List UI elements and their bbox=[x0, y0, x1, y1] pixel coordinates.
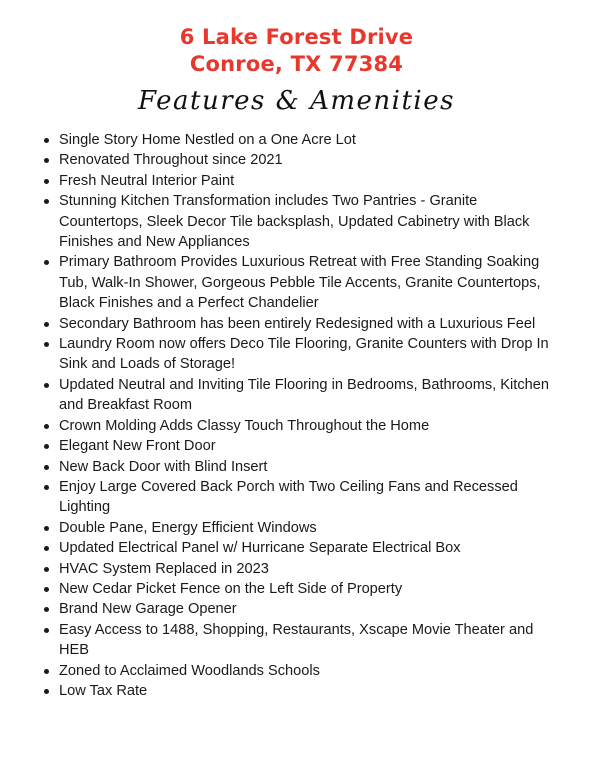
feature-item: Secondary Bathroom has been entirely Redesigned with a Luxurious Feel bbox=[42, 314, 562, 334]
feature-item: Crown Molding Adds Classy Touch Throughout the Home bbox=[42, 416, 562, 436]
feature-item: Low Tax Rate bbox=[42, 681, 562, 701]
address-line-street: 6 Lake Forest Drive bbox=[179, 25, 414, 49]
feature-item: Easy Access to 1488, Shopping, Restaurants, Xscape Movie Theater and HEB bbox=[42, 620, 562, 661]
feature-item: Stunning Kitchen Transformation includes Two Pantries - Granite Countertops, Sleek Decor Tile backsplash, Updated Cabinetry with Black Finishes and New Appliances bbox=[42, 191, 562, 252]
feature-item: Enjoy Large Covered Back Porch with Two Ceiling Fans and Recessed Lighting bbox=[42, 477, 562, 518]
feature-item: Zoned to Acclaimed Woodlands Schools bbox=[42, 661, 562, 681]
feature-item: Updated Electrical Panel w/ Hurricane Separate Electrical Box bbox=[42, 538, 562, 558]
address-line-city: Conroe, TX 77384 bbox=[189, 52, 404, 76]
feature-item: New Cedar Picket Fence on the Left Side of Property bbox=[42, 579, 562, 599]
feature-item: Laundry Room now offers Deco Tile Flooring, Granite Counters with Drop In Sink and Loads of Storage! bbox=[42, 334, 562, 375]
feature-item: HVAC System Replaced in 2023 bbox=[42, 559, 562, 579]
feature-item: New Back Door with Blind Insert bbox=[42, 457, 562, 477]
header bbox=[0, 24, 593, 116]
section-title: Features & Amenities bbox=[138, 86, 455, 116]
feature-item: Renovated Throughout since 2021 bbox=[42, 150, 562, 170]
feature-item: Brand New Garage Opener bbox=[42, 599, 562, 619]
feature-item: Single Story Home Nestled on a One Acre Lot bbox=[42, 130, 562, 150]
feature-item: Fresh Neutral Interior Paint bbox=[42, 171, 562, 191]
feature-item: Elegant New Front Door bbox=[42, 436, 562, 456]
feature-item: Primary Bathroom Provides Luxurious Retreat with Free Standing Soaking Tub, Walk-In Shower, Gorgeous Pebble Tile Accents, Granite Countertops, Black Finishes and a Perfect Chandelier bbox=[42, 252, 562, 313]
feature-item: Updated Neutral and Inviting Tile Flooring in Bedrooms, Bathrooms, Kitchen and Breakfast Room bbox=[42, 375, 562, 416]
feature-item: Double Pane, Energy Efficient Windows bbox=[42, 518, 562, 538]
features-list bbox=[42, 130, 562, 701]
